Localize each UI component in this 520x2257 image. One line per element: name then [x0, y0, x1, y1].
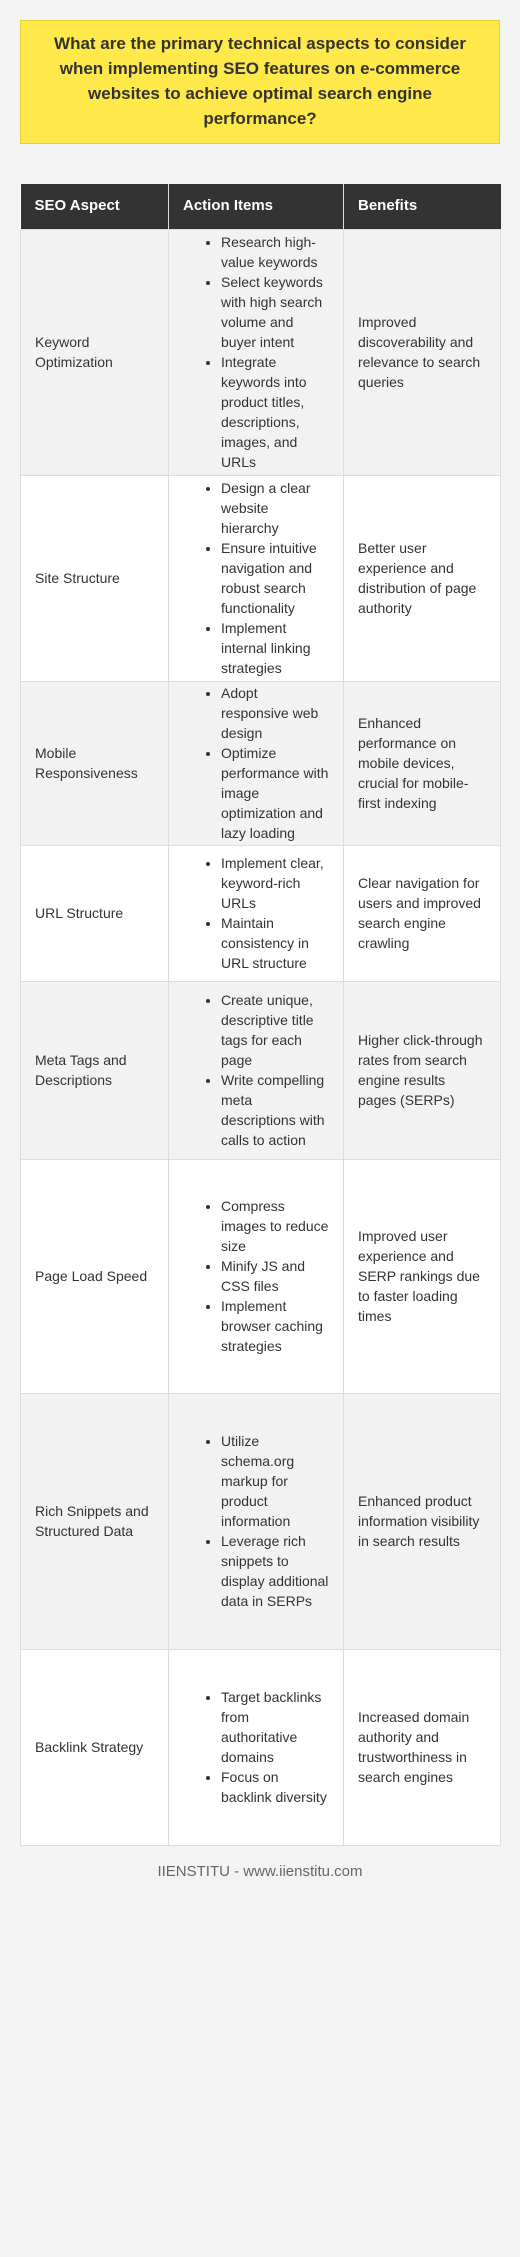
footer-credit: IIENSTITU - www.iienstitu.com — [157, 1862, 363, 1880]
list-item: • Minify JS and CSS files — [221, 1256, 329, 1296]
row-benefits: Better user experience and distribution of page authority — [344, 475, 501, 681]
action-list — [183, 1431, 329, 1611]
list-item: • Write compelling meta descriptions with calls to action — [221, 1070, 329, 1150]
row-actions — [169, 1393, 344, 1649]
action-list — [183, 232, 329, 472]
row-actions — [169, 981, 344, 1159]
row-actions — [169, 845, 344, 981]
list-item: • Maintain consistency in URL structure — [221, 913, 329, 973]
list-item: • Optimize performance with image optimization and lazy loading — [221, 743, 329, 843]
row-benefits: Higher click-through rates from search engine results pages (SERPs) — [344, 981, 501, 1159]
action-list — [183, 990, 329, 1150]
list-item: • Ensure intuitive navigation and robust search functionality — [221, 538, 329, 618]
table-row — [21, 681, 501, 845]
row-aspect: Page Load Speed — [21, 1159, 169, 1393]
list-item: • Select keywords with high search volume and buyer intent — [221, 272, 329, 352]
list-item: • Implement browser caching strategies — [221, 1296, 329, 1356]
row-benefits: Increased domain authority and trustworthiness in search engines — [344, 1649, 501, 1845]
row-actions — [169, 681, 344, 845]
row-benefits: Enhanced performance on mobile devices, crucial for mobile-first indexing — [344, 681, 501, 845]
table-row — [21, 1159, 501, 1393]
action-list — [183, 478, 329, 678]
list-item: • Adopt responsive web design — [221, 683, 329, 743]
row-aspect: Site Structure — [21, 475, 169, 681]
header-seo-aspect: SEO Aspect — [21, 184, 169, 229]
row-actions — [169, 229, 344, 475]
seo-table-container — [20, 184, 500, 1846]
row-actions — [169, 475, 344, 681]
list-item: • Focus on backlink diversity — [221, 1767, 329, 1807]
row-benefits: Enhanced product information visibility in search results — [344, 1393, 501, 1649]
list-item: • Design a clear website hierarchy — [221, 478, 329, 538]
row-actions — [169, 1649, 344, 1845]
table-row — [21, 475, 501, 681]
action-list — [183, 1687, 329, 1807]
header-benefits: Benefits — [344, 184, 501, 229]
row-aspect: Rich Snippets and Structured Data — [21, 1393, 169, 1649]
row-aspect: URL Structure — [21, 845, 169, 981]
list-item: • Integrate keywords into product titles, descriptions, images, and URLs — [221, 352, 329, 472]
row-aspect: Mobile Responsiveness — [21, 681, 169, 845]
table-row — [21, 845, 501, 981]
list-item: • Utilize schema.org markup for product information — [221, 1431, 329, 1531]
table-row — [21, 1649, 501, 1845]
row-aspect: Backlink Strategy — [21, 1649, 169, 1845]
list-item: • Compress images to reduce size — [221, 1196, 329, 1256]
row-benefits: Improved discoverability and relevance to search queries — [344, 229, 501, 475]
table-row — [21, 229, 501, 475]
list-item: • Implement internal linking strategies — [221, 618, 329, 678]
header-action-items: Action Items — [169, 184, 344, 229]
action-list — [183, 683, 329, 843]
table-row — [21, 1393, 501, 1649]
seo-table — [20, 184, 501, 1846]
action-list — [183, 853, 329, 973]
list-item: • Implement clear, keyword-rich URLs — [221, 853, 329, 913]
row-aspect: Meta Tags and Descriptions — [21, 981, 169, 1159]
row-aspect: Keyword Optimization — [21, 229, 169, 475]
table-row — [21, 981, 501, 1159]
list-item: • Research high-value keywords — [221, 232, 329, 272]
row-benefits: Clear navigation for users and improved search engine crawling — [344, 845, 501, 981]
row-benefits: Improved user experience and SERP rankings due to faster loading times — [344, 1159, 501, 1393]
list-item: • Leverage rich snippets to display additional data in SERPs — [221, 1531, 329, 1611]
table-header-row — [21, 184, 501, 229]
list-item: • Target backlinks from authoritative domains — [221, 1687, 329, 1767]
page-title: What are the primary technical aspects to consider when implementing SEO features on e-commerce websites to achieve optimal search engine performance? — [20, 20, 500, 144]
action-list — [183, 1196, 329, 1356]
row-actions — [169, 1159, 344, 1393]
list-item: • Create unique, descriptive title tags for each page — [221, 990, 329, 1070]
